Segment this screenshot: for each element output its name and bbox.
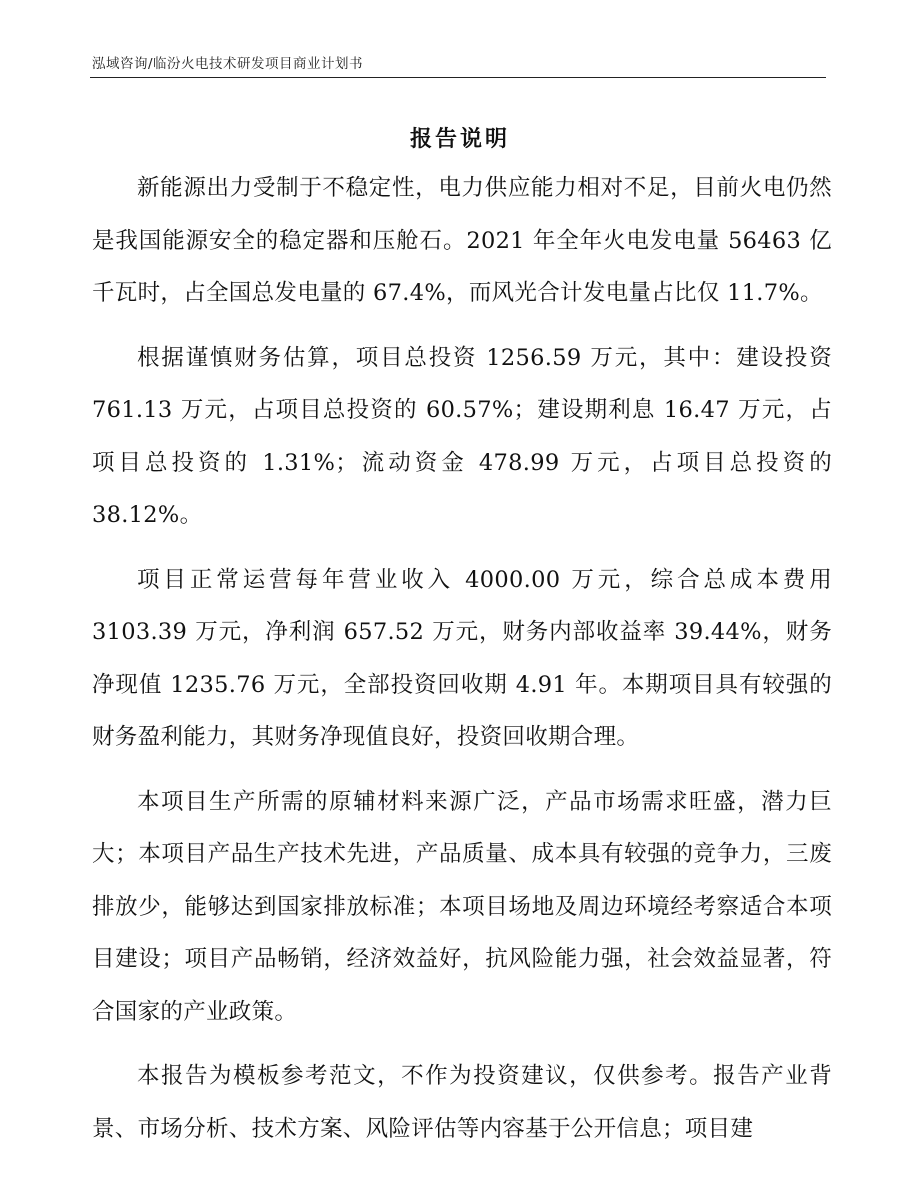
body-text bbox=[92, 162, 832, 1167]
paragraph-4: 本项目生产所需的原辅材料来源广泛，产品市场需求旺盛，潜力巨大；本项目产品生产技术先进，产品质量、成本具有较强的竞争力，三废排放少，能够达到国家排放标准；本项目场地及周边环境经考察适合本项目建设；项目产品畅销，经济效益好，抗风险能力强，社会效益显著，符合国家的产业政策。 bbox=[92, 788, 832, 1025]
running-header: 泓域咨询/临汾火电技术研发项目商业计划书 bbox=[92, 56, 364, 72]
paragraph-2: 根据谨慎财务估算，项目总投资 1256.59 万元，其中：建设投资 761.13 万元，占项目总投资的 60.57%；建设期利息 16.47 万元，占项目总投资的 1.31%；流动资金 478.99 万元，占项目总投资的 38.12%。 bbox=[92, 344, 832, 528]
section-title: 报告说明 bbox=[409, 127, 510, 152]
paragraph-1: 新能源出力受制于不稳定性，电力供应能力相对不足，目前火电仍然是我国能源安全的稳定器和压舱石。2021 年全年火电发电量 56463 亿千瓦时，占全国总发电量的 67.4%，而风光合计发电量占比仅 11.7%。 bbox=[92, 175, 832, 306]
paragraph-5: 本报告为模板参考范文，不作为投资建议，仅供参考。报告产业背景、市场分析、技术方案、风险评估等内容基于公开信息；项目建 bbox=[92, 1063, 832, 1142]
paragraph-3: 项目正常运营每年营业收入 4000.00 万元，综合总成本费用 3103.39 万元，净利润 657.52 万元，财务内部收益率 39.44%，财务净现值 1235.76 万元，全部投资回收期 4.91 年。本期项目具有较强的财务盈利能力，其财务净现值良好，投资回收期合理。 bbox=[92, 566, 832, 750]
header-divider bbox=[90, 77, 826, 78]
